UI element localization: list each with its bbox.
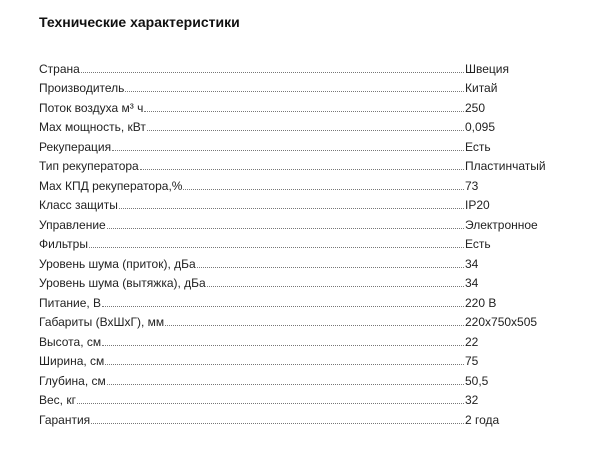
spec-label: Уровень шума (приток), дБа bbox=[39, 256, 196, 271]
spec-row bbox=[39, 368, 569, 388]
spec-row bbox=[39, 407, 569, 427]
spec-row bbox=[39, 193, 569, 213]
spec-value: Китай bbox=[465, 81, 498, 95]
spec-value: 50,5 bbox=[465, 373, 489, 388]
spec-row bbox=[39, 212, 569, 232]
spec-row bbox=[39, 95, 569, 115]
spec-label: Фильтры bbox=[39, 237, 88, 251]
spec-row bbox=[39, 154, 569, 174]
spec-value: 32 bbox=[465, 393, 479, 407]
dotted-leader bbox=[197, 266, 464, 268]
spec-label: Тип рекуператора bbox=[39, 159, 139, 173]
spec-row bbox=[39, 251, 569, 271]
dotted-leader bbox=[107, 383, 464, 385]
dotted-leader bbox=[183, 188, 464, 190]
spec-value: Есть bbox=[465, 237, 491, 251]
dotted-leader bbox=[207, 285, 464, 287]
spec-row bbox=[39, 173, 569, 193]
spec-row bbox=[39, 290, 569, 310]
spec-value: 2 года bbox=[465, 412, 500, 427]
spec-row bbox=[39, 329, 569, 349]
spec-label: Уровень шума (вытяжка), дБа bbox=[39, 276, 206, 290]
spec-value: IP20 bbox=[465, 198, 490, 212]
dotted-leader bbox=[81, 71, 464, 73]
spec-row bbox=[39, 271, 569, 291]
spec-value: 220 В bbox=[465, 295, 497, 310]
dotted-leader bbox=[89, 246, 464, 248]
spec-label: Max мощность, кВт bbox=[39, 120, 146, 134]
dotted-leader bbox=[102, 305, 464, 307]
spec-row bbox=[39, 232, 569, 252]
spec-row bbox=[39, 349, 569, 369]
spec-value: Пластинчатый bbox=[465, 159, 546, 173]
spec-value: 73 bbox=[465, 178, 479, 193]
spec-label: Ширина, см bbox=[39, 354, 105, 368]
spec-label: Высота, см bbox=[39, 334, 102, 349]
spec-label: Производитель bbox=[39, 81, 125, 95]
dotted-leader bbox=[119, 207, 464, 209]
dotted-leader bbox=[91, 422, 464, 424]
spec-label: Гарантия bbox=[39, 412, 91, 427]
dotted-leader bbox=[165, 324, 464, 326]
dotted-leader bbox=[140, 168, 464, 170]
spec-row bbox=[39, 56, 569, 76]
spec-label: Габариты (ВхШхГ), мм bbox=[39, 315, 165, 329]
spec-value: 220x750x505 bbox=[465, 315, 538, 329]
spec-row bbox=[39, 134, 569, 154]
specs-list bbox=[39, 56, 569, 427]
spec-label: Max КПД рекуператора,% bbox=[39, 178, 183, 193]
spec-value: 75 bbox=[465, 354, 479, 368]
spec-label: Вес, кг bbox=[39, 393, 76, 407]
dotted-leader bbox=[77, 402, 464, 404]
spec-label: Управление bbox=[39, 217, 106, 232]
spec-value: 34 bbox=[465, 256, 479, 271]
dotted-leader bbox=[112, 149, 464, 151]
spec-row bbox=[39, 76, 569, 96]
spec-row bbox=[39, 310, 569, 330]
spec-value: 0,095 bbox=[465, 120, 496, 134]
spec-value: Швеция bbox=[465, 61, 509, 76]
spec-label: Поток воздуха м³ ч bbox=[39, 100, 144, 115]
spec-value: Есть bbox=[465, 139, 491, 154]
spec-label: Страна bbox=[39, 61, 80, 76]
spec-value: 22 bbox=[465, 334, 479, 349]
spec-row bbox=[39, 388, 569, 408]
dotted-leader bbox=[105, 363, 464, 365]
spec-label: Класс защиты bbox=[39, 198, 118, 212]
dotted-leader bbox=[147, 129, 464, 131]
spec-label: Глубина, см bbox=[39, 373, 106, 388]
spec-row bbox=[39, 115, 569, 135]
spec-label: Питание, В bbox=[39, 295, 102, 310]
dotted-leader bbox=[107, 227, 464, 229]
specs-title: Технические характеристики bbox=[39, 14, 240, 30]
spec-value: Электронное bbox=[465, 217, 538, 232]
spec-value: 34 bbox=[465, 276, 479, 290]
dotted-leader bbox=[102, 344, 464, 346]
spec-value: 250 bbox=[465, 100, 486, 115]
spec-label: Рекуперация bbox=[39, 139, 112, 154]
dotted-leader bbox=[125, 90, 464, 92]
dotted-leader bbox=[144, 110, 464, 112]
